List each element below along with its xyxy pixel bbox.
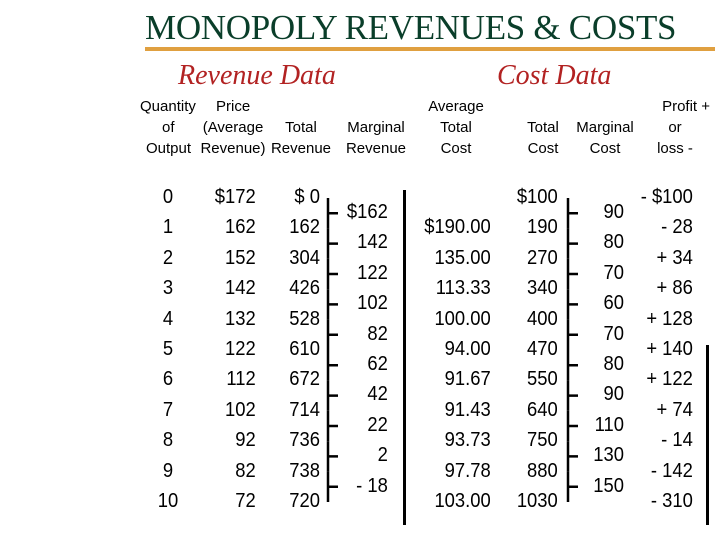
marginal-cost-bracket (568, 441, 578, 471)
marginal-cost-cell: 70 (603, 261, 624, 284)
average-total-cost-cell: 93.73 (444, 429, 491, 452)
marginal-cost-bracket (568, 320, 578, 350)
marginal-cost-brackets (568, 198, 578, 502)
profit-cell: - 14 (661, 429, 693, 452)
price-cell: 72 (235, 489, 256, 512)
total-revenue-cell: 162 (289, 216, 320, 239)
marginal-revenue-cell: $162 (346, 201, 388, 223)
page-title: MONOPOLY REVENUES & COSTS (145, 8, 677, 47)
marginal-revenue-bracket (328, 259, 338, 289)
header-average-total-cost-line1: Average (428, 98, 484, 115)
average-total-cost-cell: 94.00 (444, 337, 491, 360)
profit-cell: - 310 (650, 489, 693, 512)
price-cell: 82 (235, 459, 256, 482)
header-price-line1: Price (216, 98, 251, 115)
average-total-cost-cell: 103.00 (434, 489, 491, 512)
header-quantity-line2: of (162, 119, 175, 136)
average-total-cost-cell: 100.00 (434, 307, 491, 330)
average-total-cost-cell: 97.78 (444, 459, 491, 482)
total-cost-cell: 470 (527, 337, 558, 360)
marginal-cost-bracket (568, 228, 578, 258)
quantity-cell: 1 (162, 216, 174, 239)
header-total-cost-line2: Cost (527, 140, 559, 157)
profit-cell: + 74 (656, 398, 693, 421)
header-marginal-cost-line1: Marginal (576, 119, 634, 136)
marginal-revenue-cell: 122 (357, 261, 388, 284)
total-cost-cell: 190 (527, 216, 558, 239)
marginal-revenue-bracket (328, 441, 338, 471)
total-revenue-cell: 736 (289, 429, 320, 452)
total-cost-cell: 750 (527, 429, 558, 452)
marginal-revenue-cell: - 18 (356, 474, 388, 497)
header-marginal-cost-line2: Cost (589, 140, 621, 157)
header-total-cost-line1: Total (527, 119, 559, 136)
total-cost-cell: 400 (527, 307, 558, 330)
total-revenue-cell: 610 (289, 337, 320, 360)
marginal-cost-cell: 90 (603, 383, 624, 406)
marginal-revenue-bracket (328, 289, 338, 319)
marginal-cost-cell: 130 (593, 444, 624, 467)
marginal-cost-bracket (568, 411, 578, 441)
profit-cell: + 34 (656, 246, 693, 269)
total-revenue-cell: 672 (289, 368, 320, 391)
header-total-revenue-line2: Revenue (270, 140, 332, 157)
profit-cell: + 86 (656, 277, 693, 300)
marginal-revenue-bracket (328, 228, 338, 258)
marginal-cost-bracket (568, 198, 578, 228)
quantity-cell: 6 (162, 368, 174, 391)
header-profit-line1: Profit + (662, 98, 710, 115)
header-marginal-revenue-line2: Revenue (345, 140, 407, 157)
quantity-cell: 8 (162, 429, 174, 452)
marginal-revenue-brackets (328, 198, 338, 502)
marginal-cost-bracket (568, 289, 578, 319)
profit-cell: + 122 (646, 368, 693, 391)
header-quantity-line3: Output (146, 140, 192, 157)
profit-cell: - 28 (661, 216, 693, 239)
quantity-cell: 4 (162, 307, 174, 330)
marginal-revenue-bracket (328, 320, 338, 350)
marginal-revenue-bracket (328, 472, 338, 502)
profit-cell: - $100 (640, 186, 693, 208)
average-total-cost-cell: 135.00 (434, 246, 491, 269)
price-cell: 162 (224, 216, 256, 239)
profit-cell: - 142 (650, 459, 693, 482)
quantity-cell: 9 (162, 459, 174, 482)
average-total-cost-cell: 113.33 (435, 277, 491, 300)
price-cell: 132 (224, 307, 256, 330)
marginal-revenue-bracket (328, 380, 338, 410)
marginal-revenue-cell: 82 (367, 322, 388, 345)
header-profit-line3: loss - (657, 140, 693, 157)
average-total-cost-cell: 91.43 (444, 398, 491, 421)
revenue-section-heading: Revenue Data (178, 60, 336, 91)
header-marginal-revenue-line1: Marginal (347, 119, 405, 136)
total-cost-cell: 880 (527, 459, 558, 482)
total-revenue-cell: 738 (289, 459, 320, 482)
total-cost-cell: 640 (527, 398, 558, 421)
marginal-cost-bracket (568, 350, 578, 380)
total-cost-cell: 270 (527, 246, 558, 269)
profit-cell: + 140 (646, 337, 693, 360)
marginal-cost-cell: 70 (603, 322, 624, 345)
marginal-cost-cell: 110 (594, 413, 624, 436)
header-price-line2: (Average (202, 119, 264, 136)
header-quantity-line1: Quantity (140, 98, 196, 115)
price-cell: 152 (224, 246, 256, 269)
marginal-cost-cell: 80 (603, 231, 624, 254)
average-total-cost-cell: 91.67 (444, 368, 491, 391)
price-cell: $172 (214, 186, 256, 208)
marginal-revenue-cell: 42 (367, 383, 388, 406)
quantity-cell: 7 (162, 398, 174, 421)
price-cell: 92 (235, 429, 256, 452)
total-cost-cell: 1030 (516, 489, 558, 512)
marginal-revenue-cell: 62 (367, 352, 388, 375)
total-revenue-cell: 304 (289, 246, 320, 269)
marginal-revenue-bracket (328, 198, 338, 228)
marginal-cost-cell: 80 (603, 352, 624, 375)
marginal-cost-bracket (568, 259, 578, 289)
marginal-cost-cell: 90 (603, 201, 624, 223)
price-cell: 102 (224, 398, 256, 421)
header-profit-line2: or (668, 119, 682, 136)
header-average-total-cost-line3: Cost (440, 140, 472, 157)
header-average-total-cost-line2: Total (440, 119, 472, 136)
marginal-revenue-cell: 102 (357, 292, 388, 315)
total-revenue-cell: $ 0 (294, 186, 320, 208)
quantity-cell: 10 (157, 489, 179, 512)
quantity-cell: 0 (162, 186, 174, 208)
header-total-revenue-line1: Total (285, 119, 317, 136)
marginal-revenue-bracket (328, 350, 338, 380)
marginal-revenue-bracket (328, 411, 338, 441)
average-total-cost-cell: $190.00 (424, 216, 491, 239)
price-cell: 142 (224, 277, 256, 300)
total-revenue-cell: 720 (289, 489, 320, 512)
total-cost-cell: 340 (527, 277, 558, 300)
marginal-cost-bracket (568, 472, 578, 502)
marginal-revenue-cell: 22 (367, 413, 388, 436)
quantity-cell: 3 (162, 277, 174, 300)
marginal-revenue-cell: 142 (357, 231, 388, 254)
quantity-cell: 2 (162, 246, 174, 269)
cost-section-heading: Cost Data (497, 60, 612, 91)
price-cell: 112 (226, 368, 256, 391)
marginal-cost-cell: 60 (603, 292, 624, 315)
marginal-cost-cell: 150 (593, 474, 624, 497)
total-revenue-cell: 528 (289, 307, 320, 330)
total-revenue-cell: 714 (289, 398, 320, 421)
price-cell: 122 (224, 337, 256, 360)
marginal-revenue-cell: 2 (377, 444, 388, 467)
marginal-cost-bracket (568, 380, 578, 410)
quantity-cell: 5 (162, 337, 174, 360)
total-cost-cell: $100 (516, 186, 558, 208)
total-revenue-cell: 426 (289, 277, 320, 300)
header-price-line3: Revenue) (200, 140, 266, 157)
profit-cell: + 128 (646, 307, 693, 330)
total-cost-cell: 550 (527, 368, 558, 391)
